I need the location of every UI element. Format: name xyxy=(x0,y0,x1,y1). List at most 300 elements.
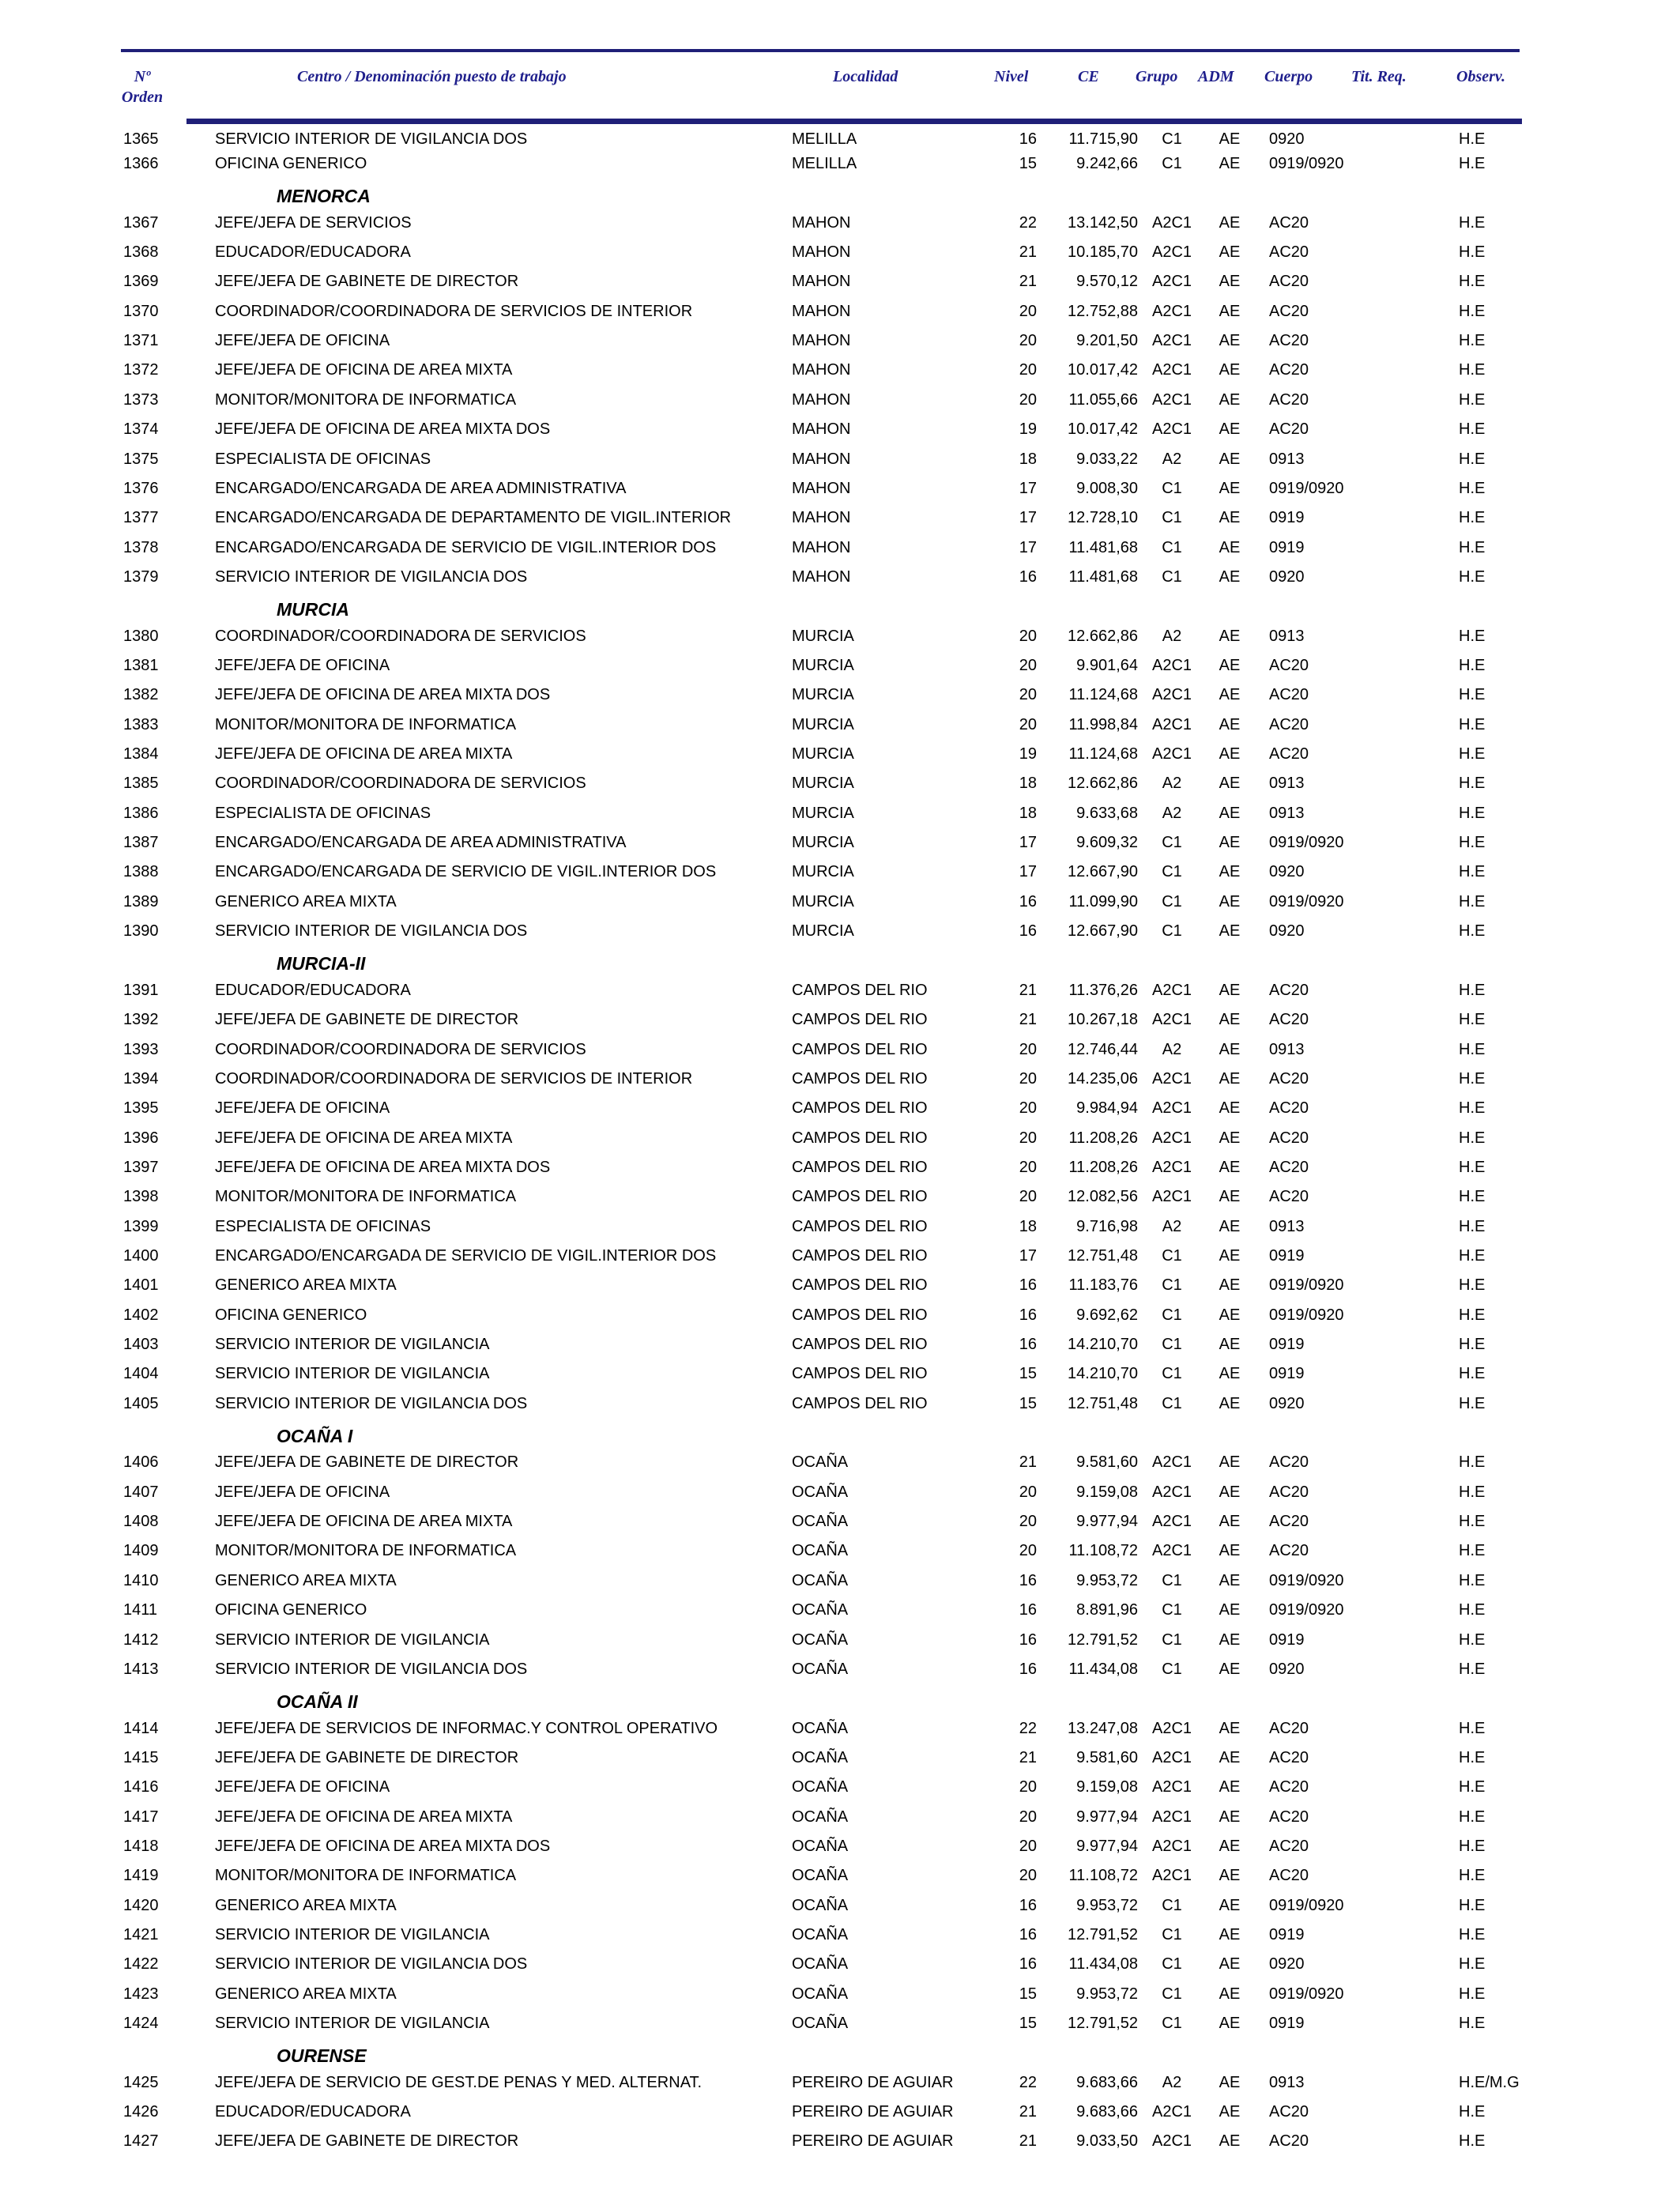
cell-localidad: CAMPOS DEL RIO xyxy=(792,981,928,999)
cell-localidad: OCAÑA xyxy=(792,1985,849,2003)
cell-adm: AE xyxy=(1219,155,1241,172)
cell-num: 1373 xyxy=(123,390,159,409)
cell-denominacion: OFICINA GENERICO xyxy=(215,155,367,172)
cell-observ: H.E xyxy=(1459,922,1486,941)
header-localidad: Localidad xyxy=(833,68,898,85)
cell-ce: 9.633,68 xyxy=(1076,804,1138,822)
cell-grupo: A2C1 xyxy=(1151,1099,1192,1118)
cell-observ: H.E xyxy=(1459,1188,1486,1206)
cell-observ: H.E xyxy=(1459,213,1486,232)
cell-localidad: CAMPOS DEL RIO xyxy=(792,1365,928,1383)
cell-observ: H.E xyxy=(1459,1394,1486,1412)
cell-observ: H.E xyxy=(1459,1571,1486,1589)
cell-adm: AE xyxy=(1219,1011,1241,1029)
cell-ce: 11.108,72 xyxy=(1068,1867,1138,1885)
cell-denominacion: JEFE/JEFA DE OFICINA xyxy=(215,656,390,674)
cell-localidad: OCAÑA xyxy=(792,1719,849,1737)
cell-adm: AE xyxy=(1219,1601,1241,1619)
cell-grupo: A2C1 xyxy=(1151,1513,1192,1531)
table-row xyxy=(0,1153,1680,1182)
cell-cuerpo: AC20 xyxy=(1269,2132,1309,2151)
table-row xyxy=(0,326,1680,355)
cell-denominacion: JEFE/JEFA DE OFICINA xyxy=(215,332,390,350)
cell-denominacion: MONITOR/MONITORA DE INFORMATICA xyxy=(215,1188,517,1206)
cell-nivel: 21 xyxy=(1019,1453,1037,1472)
cell-num: 1390 xyxy=(123,922,159,941)
table-row xyxy=(0,651,1680,680)
table-row xyxy=(0,1950,1680,1978)
cell-cuerpo: 0919/0920 xyxy=(1269,1601,1344,1619)
cell-denominacion: JEFE/JEFA DE OFICINA DE AREA MIXTA xyxy=(215,1129,513,1147)
cell-denominacion: SERVICIO INTERIOR DE VIGILANCIA xyxy=(215,2015,490,2033)
header-ce: CE xyxy=(1078,68,1099,85)
cell-localidad: OCAÑA xyxy=(792,1453,849,1472)
cell-denominacion: JEFE/JEFA DE OFICINA DE AREA MIXTA xyxy=(215,745,513,763)
cell-cuerpo: AC20 xyxy=(1269,745,1309,763)
cell-cuerpo: 0920 xyxy=(1269,922,1305,941)
cell-nivel: 20 xyxy=(1019,1867,1037,1885)
cell-nivel: 20 xyxy=(1019,686,1037,704)
cell-denominacion: GENERICO AREA MIXTA xyxy=(215,1985,397,2003)
cell-grupo: A2C1 xyxy=(1151,2103,1192,2121)
cell-ce: 12.751,48 xyxy=(1068,1246,1138,1265)
cell-denominacion: COORDINADOR/COORDINADORA DE SERVICIOS xyxy=(215,775,586,793)
cell-observ: H.E xyxy=(1459,1483,1486,1501)
cell-denominacion: COORDINADOR/COORDINADORA DE SERVICIOS DE INTERIOR xyxy=(215,1069,693,1088)
table-row xyxy=(0,828,1680,857)
cell-num: 1381 xyxy=(123,656,159,674)
cell-localidad: MURCIA xyxy=(792,745,854,763)
cell-observ: H.E xyxy=(1459,1306,1486,1324)
cell-ce: 9.977,94 xyxy=(1076,1513,1138,1531)
cell-localidad: MURCIA xyxy=(792,922,854,941)
cell-cuerpo: AC20 xyxy=(1269,981,1309,999)
cell-num: 1400 xyxy=(123,1246,159,1265)
cell-adm: AE xyxy=(1219,1483,1241,1501)
cell-localidad: OCAÑA xyxy=(792,1867,849,1885)
table-row xyxy=(0,1478,1680,1506)
cell-adm: AE xyxy=(1219,130,1241,148)
cell-adm: AE xyxy=(1219,1365,1241,1383)
cell-observ: H.E xyxy=(1459,2132,1486,2151)
cell-observ: H.E xyxy=(1459,538,1486,556)
table-row xyxy=(0,1359,1680,1388)
cell-adm: AE xyxy=(1219,1069,1241,1088)
cell-cuerpo: AC20 xyxy=(1269,1867,1309,1885)
cell-localidad: MAHON xyxy=(792,390,851,409)
cell-denominacion: SERVICIO INTERIOR DE VIGILANCIA xyxy=(215,1336,490,1353)
cell-cuerpo: 0920 xyxy=(1269,567,1305,586)
cell-observ: H.E xyxy=(1459,656,1486,674)
cell-adm: AE xyxy=(1219,567,1241,586)
cell-cuerpo: 0919 xyxy=(1269,1365,1305,1383)
cell-nivel: 21 xyxy=(1019,2132,1037,2151)
cell-num: 1376 xyxy=(123,479,159,497)
cell-observ: H.E xyxy=(1459,1336,1486,1353)
cell-adm: AE xyxy=(1219,361,1241,379)
cell-localidad: MURCIA xyxy=(792,656,854,674)
cell-adm: AE xyxy=(1219,273,1241,291)
cell-observ: H.E xyxy=(1459,1246,1486,1265)
cell-num: 1399 xyxy=(123,1217,159,1235)
cell-adm: AE xyxy=(1219,2132,1241,2151)
cell-grupo: A2C1 xyxy=(1151,1158,1192,1176)
cell-cuerpo: AC20 xyxy=(1269,213,1309,232)
table-row xyxy=(0,1536,1680,1565)
cell-num: 1370 xyxy=(123,302,159,320)
cell-denominacion: OFICINA GENERICO xyxy=(215,1601,367,1619)
cell-grupo: A2C1 xyxy=(1151,213,1192,232)
cell-num: 1378 xyxy=(123,538,159,556)
cell-num: 1377 xyxy=(123,509,159,527)
cell-nivel: 16 xyxy=(1019,922,1037,941)
cell-denominacion: ENCARGADO/ENCARGADA DE AREA ADMINISTRATIVA xyxy=(215,834,627,852)
cell-observ: H.E xyxy=(1459,1011,1486,1029)
cell-nivel: 20 xyxy=(1019,1542,1037,1560)
cell-grupo: A2 xyxy=(1162,627,1182,645)
cell-cuerpo: AC20 xyxy=(1269,390,1309,409)
cell-localidad: OCAÑA xyxy=(792,1926,849,1943)
cell-num: 1417 xyxy=(123,1808,159,1826)
cell-grupo: C1 xyxy=(1162,1336,1182,1353)
cell-cuerpo: 0920 xyxy=(1269,130,1305,148)
cell-nivel: 15 xyxy=(1019,1365,1037,1383)
cell-ce: 12.791,52 xyxy=(1068,2015,1138,2033)
cell-denominacion: SERVICIO INTERIOR DE VIGILANCIA DOS xyxy=(215,130,528,148)
table-row xyxy=(0,1242,1680,1270)
cell-grupo: C1 xyxy=(1162,1601,1182,1619)
table-row xyxy=(0,1389,1680,1418)
cell-nivel: 20 xyxy=(1019,302,1037,320)
cell-nivel: 20 xyxy=(1019,390,1037,409)
cell-nivel: 22 xyxy=(1019,213,1037,232)
cell-cuerpo: 0913 xyxy=(1269,775,1305,793)
cell-adm: AE xyxy=(1219,1985,1241,2003)
cell-num: 1416 xyxy=(123,1778,159,1796)
cell-num: 1420 xyxy=(123,1896,159,1914)
cell-localidad: CAMPOS DEL RIO xyxy=(792,1217,928,1235)
cell-cuerpo: AC20 xyxy=(1269,1542,1309,1560)
cell-denominacion: SERVICIO INTERIOR DE VIGILANCIA DOS xyxy=(215,1955,528,1973)
table-row xyxy=(0,386,1680,414)
cell-ce: 9.201,50 xyxy=(1076,332,1138,350)
cell-num: 1413 xyxy=(123,1660,159,1678)
cell-cuerpo: 0913 xyxy=(1269,627,1305,645)
cell-nivel: 16 xyxy=(1019,1660,1037,1678)
table-row xyxy=(0,1035,1680,1064)
cell-grupo: C1 xyxy=(1162,834,1182,852)
cell-cuerpo: AC20 xyxy=(1269,1011,1309,1029)
cell-adm: AE xyxy=(1219,775,1241,793)
cell-grupo: A2C1 xyxy=(1151,2132,1192,2151)
cell-ce: 11.208,26 xyxy=(1068,1129,1138,1147)
cell-num: 1419 xyxy=(123,1867,159,1885)
cell-cuerpo: 0920 xyxy=(1269,1394,1305,1412)
cell-cuerpo: 0919/0920 xyxy=(1269,1896,1344,1914)
cell-localidad: MURCIA xyxy=(792,775,854,793)
cell-localidad: CAMPOS DEL RIO xyxy=(792,1276,928,1295)
header-cuerpo: Cuerpo xyxy=(1264,68,1313,85)
cell-grupo: A2C1 xyxy=(1151,1453,1192,1472)
cell-cuerpo: AC20 xyxy=(1269,1158,1309,1176)
cell-ce: 9.159,08 xyxy=(1076,1778,1138,1796)
cell-denominacion: JEFE/JEFA DE OFICINA DE AREA MIXTA DOS xyxy=(215,420,551,439)
cell-num: 1408 xyxy=(123,1513,159,1531)
cell-grupo: C1 xyxy=(1162,1394,1182,1412)
table-row xyxy=(0,680,1680,709)
cell-ce: 9.033,22 xyxy=(1076,450,1138,468)
cell-observ: H.E xyxy=(1459,1601,1486,1619)
cell-adm: AE xyxy=(1219,2103,1241,2121)
cell-grupo: A2C1 xyxy=(1151,273,1192,291)
cell-ce: 9.953,72 xyxy=(1076,1571,1138,1589)
cell-nivel: 16 xyxy=(1019,1571,1037,1589)
cell-denominacion: JEFE/JEFA DE OFICINA DE AREA MIXTA xyxy=(215,1808,513,1826)
table-row xyxy=(0,2009,1680,2038)
cell-observ: H.E xyxy=(1459,804,1486,822)
cell-observ: H.E xyxy=(1459,420,1486,439)
cell-ce: 12.667,90 xyxy=(1068,922,1138,941)
table-row xyxy=(0,533,1680,562)
cell-nivel: 19 xyxy=(1019,420,1037,439)
cell-nivel: 15 xyxy=(1019,2015,1037,2033)
cell-ce: 10.267,18 xyxy=(1068,1011,1138,1029)
cell-adm: AE xyxy=(1219,1867,1241,1885)
cell-ce: 9.609,32 xyxy=(1076,834,1138,852)
cell-nivel: 18 xyxy=(1019,450,1037,468)
cell-observ: H.E xyxy=(1459,1276,1486,1295)
cell-num: 1391 xyxy=(123,981,159,999)
cell-observ: H.E xyxy=(1459,1896,1486,1914)
table-row xyxy=(0,1124,1680,1152)
cell-cuerpo: AC20 xyxy=(1269,1483,1309,1501)
cell-num: 1368 xyxy=(123,243,159,262)
cell-adm: AE xyxy=(1219,1778,1241,1796)
cell-nivel: 18 xyxy=(1019,1217,1037,1235)
cell-adm: AE xyxy=(1219,1246,1241,1265)
cell-observ: H.E xyxy=(1459,1748,1486,1766)
cell-nivel: 20 xyxy=(1019,1158,1037,1176)
table-row xyxy=(0,1626,1680,1654)
cell-denominacion: ESPECIALISTA DE OFICINAS xyxy=(215,450,431,468)
cell-num: 1412 xyxy=(123,1630,159,1649)
cell-adm: AE xyxy=(1219,1158,1241,1176)
cell-ce: 12.791,52 xyxy=(1068,1926,1138,1943)
table-row xyxy=(0,356,1680,384)
cell-denominacion: MONITOR/MONITORA DE INFORMATICA xyxy=(215,1867,517,1885)
cell-cuerpo: 0919 xyxy=(1269,1630,1305,1649)
cell-observ: H.E xyxy=(1459,1365,1486,1383)
cell-num: 1379 xyxy=(123,567,159,586)
cell-ce: 9.033,50 xyxy=(1076,2132,1138,2151)
cell-grupo: A2 xyxy=(1162,2073,1182,2091)
cell-denominacion: JEFE/JEFA DE GABINETE DE DIRECTOR xyxy=(215,1011,519,1029)
cell-cuerpo: AC20 xyxy=(1269,1188,1309,1206)
cell-num: 1410 xyxy=(123,1571,159,1589)
cell-adm: AE xyxy=(1219,656,1241,674)
cell-grupo: A2C1 xyxy=(1151,1129,1192,1147)
cell-nivel: 15 xyxy=(1019,1985,1037,2003)
cell-adm: AE xyxy=(1219,450,1241,468)
cell-nivel: 20 xyxy=(1019,627,1037,645)
table-row xyxy=(0,1507,1680,1536)
cell-denominacion: JEFE/JEFA DE OFICINA DE AREA MIXTA xyxy=(215,361,513,379)
cell-grupo: C1 xyxy=(1162,1246,1182,1265)
cell-cuerpo: AC20 xyxy=(1269,273,1309,291)
cell-grupo: A2C1 xyxy=(1151,1778,1192,1796)
cell-nivel: 21 xyxy=(1019,1748,1037,1766)
cell-nivel: 15 xyxy=(1019,155,1037,172)
table-row xyxy=(0,1566,1680,1595)
cell-ce: 9.692,62 xyxy=(1076,1306,1138,1324)
cell-nivel: 20 xyxy=(1019,1188,1037,1206)
cell-ce: 9.716,98 xyxy=(1076,1217,1138,1235)
table-row xyxy=(0,1655,1680,1683)
table-row xyxy=(0,1448,1680,1476)
cell-grupo: C1 xyxy=(1162,1660,1182,1678)
table-row xyxy=(0,209,1680,237)
cell-adm: AE xyxy=(1219,1453,1241,1472)
cell-ce: 12.752,88 xyxy=(1068,302,1138,320)
cell-num: 1389 xyxy=(123,892,159,910)
cell-nivel: 16 xyxy=(1019,1955,1037,1973)
cell-nivel: 22 xyxy=(1019,2073,1037,2091)
cell-grupo: C1 xyxy=(1162,155,1182,172)
cell-adm: AE xyxy=(1219,420,1241,439)
cell-observ: H.E xyxy=(1459,450,1486,468)
cell-denominacion: JEFE/JEFA DE GABINETE DE DIRECTOR xyxy=(215,1748,519,1766)
cell-adm: AE xyxy=(1219,1099,1241,1118)
cell-localidad: CAMPOS DEL RIO xyxy=(792,1394,928,1412)
cell-cuerpo: 0919 xyxy=(1269,1336,1305,1353)
cell-adm: AE xyxy=(1219,1926,1241,1943)
cell-ce: 11.183,76 xyxy=(1068,1276,1138,1295)
cell-denominacion: ENCARGADO/ENCARGADA DE DEPARTAMENTO DE VIGIL.INTERIOR xyxy=(215,509,732,527)
cell-denominacion: GENERICO AREA MIXTA xyxy=(215,1571,397,1589)
cell-ce: 9.984,94 xyxy=(1076,1099,1138,1118)
table-row xyxy=(0,1773,1680,1801)
cell-ce: 9.581,60 xyxy=(1076,1748,1138,1766)
table-row xyxy=(0,1861,1680,1890)
cell-observ: H.E xyxy=(1459,1542,1486,1560)
cell-ce: 9.901,64 xyxy=(1076,656,1138,674)
cell-num: 1386 xyxy=(123,804,159,822)
header-orden-label: Orden xyxy=(121,89,164,106)
cell-adm: AE xyxy=(1219,2015,1241,2033)
cell-localidad: CAMPOS DEL RIO xyxy=(792,1246,928,1265)
table-row xyxy=(0,740,1680,768)
cell-ce: 11.124,68 xyxy=(1068,745,1138,763)
cell-cuerpo: AC20 xyxy=(1269,1099,1309,1118)
cell-denominacion: EDUCADOR/EDUCADORA xyxy=(215,981,411,999)
cell-denominacion: JEFE/JEFA DE SERVICIO DE GEST.DE PENAS Y MED. ALTERNAT. xyxy=(215,2073,703,2091)
section-heading: MURCIA xyxy=(277,599,349,620)
cell-num: 1382 xyxy=(123,686,159,704)
cell-localidad: OCAÑA xyxy=(792,2015,849,2033)
cell-localidad: OCAÑA xyxy=(792,1542,849,1560)
cell-observ: H.E xyxy=(1459,686,1486,704)
cell-grupo: C1 xyxy=(1162,1365,1182,1383)
cell-adm: AE xyxy=(1219,509,1241,527)
cell-nivel: 21 xyxy=(1019,981,1037,999)
cell-denominacion: EDUCADOR/EDUCADORA xyxy=(215,2103,411,2121)
cell-cuerpo: 0919 xyxy=(1269,509,1305,527)
cell-denominacion: JEFE/JEFA DE GABINETE DE DIRECTOR xyxy=(215,1453,519,1472)
cell-num: 1397 xyxy=(123,1158,159,1176)
table-row xyxy=(0,563,1680,591)
cell-ce: 12.667,90 xyxy=(1068,863,1138,881)
cell-adm: AE xyxy=(1219,1276,1241,1295)
cell-observ: H.E xyxy=(1459,1453,1486,1472)
table-row xyxy=(0,415,1680,443)
cell-adm: AE xyxy=(1219,479,1241,497)
cell-observ: H.E xyxy=(1459,2103,1486,2121)
cell-nivel: 22 xyxy=(1019,1719,1037,1737)
cell-ce: 11.481,68 xyxy=(1068,538,1138,556)
cell-grupo: C1 xyxy=(1162,1896,1182,1914)
cell-localidad: CAMPOS DEL RIO xyxy=(792,1129,928,1147)
cell-localidad: MURCIA xyxy=(792,892,854,910)
cell-grupo: C1 xyxy=(1162,2015,1182,2033)
cell-cuerpo: AC20 xyxy=(1269,1513,1309,1531)
cell-num: 1405 xyxy=(123,1394,159,1412)
section-heading: MURCIA-II xyxy=(277,953,366,974)
cell-adm: AE xyxy=(1219,804,1241,822)
cell-grupo: A2 xyxy=(1162,775,1182,793)
cell-nivel: 17 xyxy=(1019,538,1037,556)
cell-observ: H.E xyxy=(1459,1808,1486,1826)
cell-cuerpo: 0920 xyxy=(1269,863,1305,881)
cell-observ: H.E xyxy=(1459,1867,1486,1885)
cell-nivel: 20 xyxy=(1019,332,1037,350)
cell-localidad: CAMPOS DEL RIO xyxy=(792,1011,928,1029)
table-row xyxy=(0,297,1680,326)
table-row xyxy=(0,445,1680,473)
cell-observ: H.E xyxy=(1459,1630,1486,1649)
cell-localidad: MELILLA xyxy=(792,155,857,172)
cell-num: 1388 xyxy=(123,863,159,881)
cell-num: 1369 xyxy=(123,273,159,291)
cell-num: 1414 xyxy=(123,1719,159,1737)
cell-localidad: OCAÑA xyxy=(792,1601,849,1619)
cell-adm: AE xyxy=(1219,1306,1241,1324)
cell-ce: 9.977,94 xyxy=(1076,1808,1138,1826)
cell-grupo: C1 xyxy=(1162,1276,1182,1295)
cell-grupo: A2C1 xyxy=(1151,981,1192,999)
cell-localidad: CAMPOS DEL RIO xyxy=(792,1336,928,1353)
cell-nivel: 20 xyxy=(1019,656,1037,674)
table-row xyxy=(0,1182,1680,1211)
cell-num: 1423 xyxy=(123,1985,159,2003)
table-row xyxy=(0,622,1680,650)
cell-grupo: C1 xyxy=(1162,479,1182,497)
cell-num: 1393 xyxy=(123,1040,159,1058)
cell-adm: AE xyxy=(1219,1571,1241,1589)
cell-denominacion: EDUCADOR/EDUCADORA xyxy=(215,243,411,262)
cell-adm: AE xyxy=(1219,863,1241,881)
cell-nivel: 20 xyxy=(1019,1129,1037,1147)
cell-nivel: 16 xyxy=(1019,130,1037,148)
cell-ce: 13.142,50 xyxy=(1068,213,1138,232)
cell-nivel: 21 xyxy=(1019,243,1037,262)
cell-adm: AE xyxy=(1219,892,1241,910)
cell-grupo: C1 xyxy=(1162,567,1182,586)
cell-localidad: MAHON xyxy=(792,302,851,320)
cell-denominacion: JEFE/JEFA DE OFICINA xyxy=(215,1483,390,1501)
cell-localidad: OCAÑA xyxy=(792,1630,849,1649)
cell-localidad: MAHON xyxy=(792,273,851,291)
cell-observ: H.E xyxy=(1459,509,1486,527)
